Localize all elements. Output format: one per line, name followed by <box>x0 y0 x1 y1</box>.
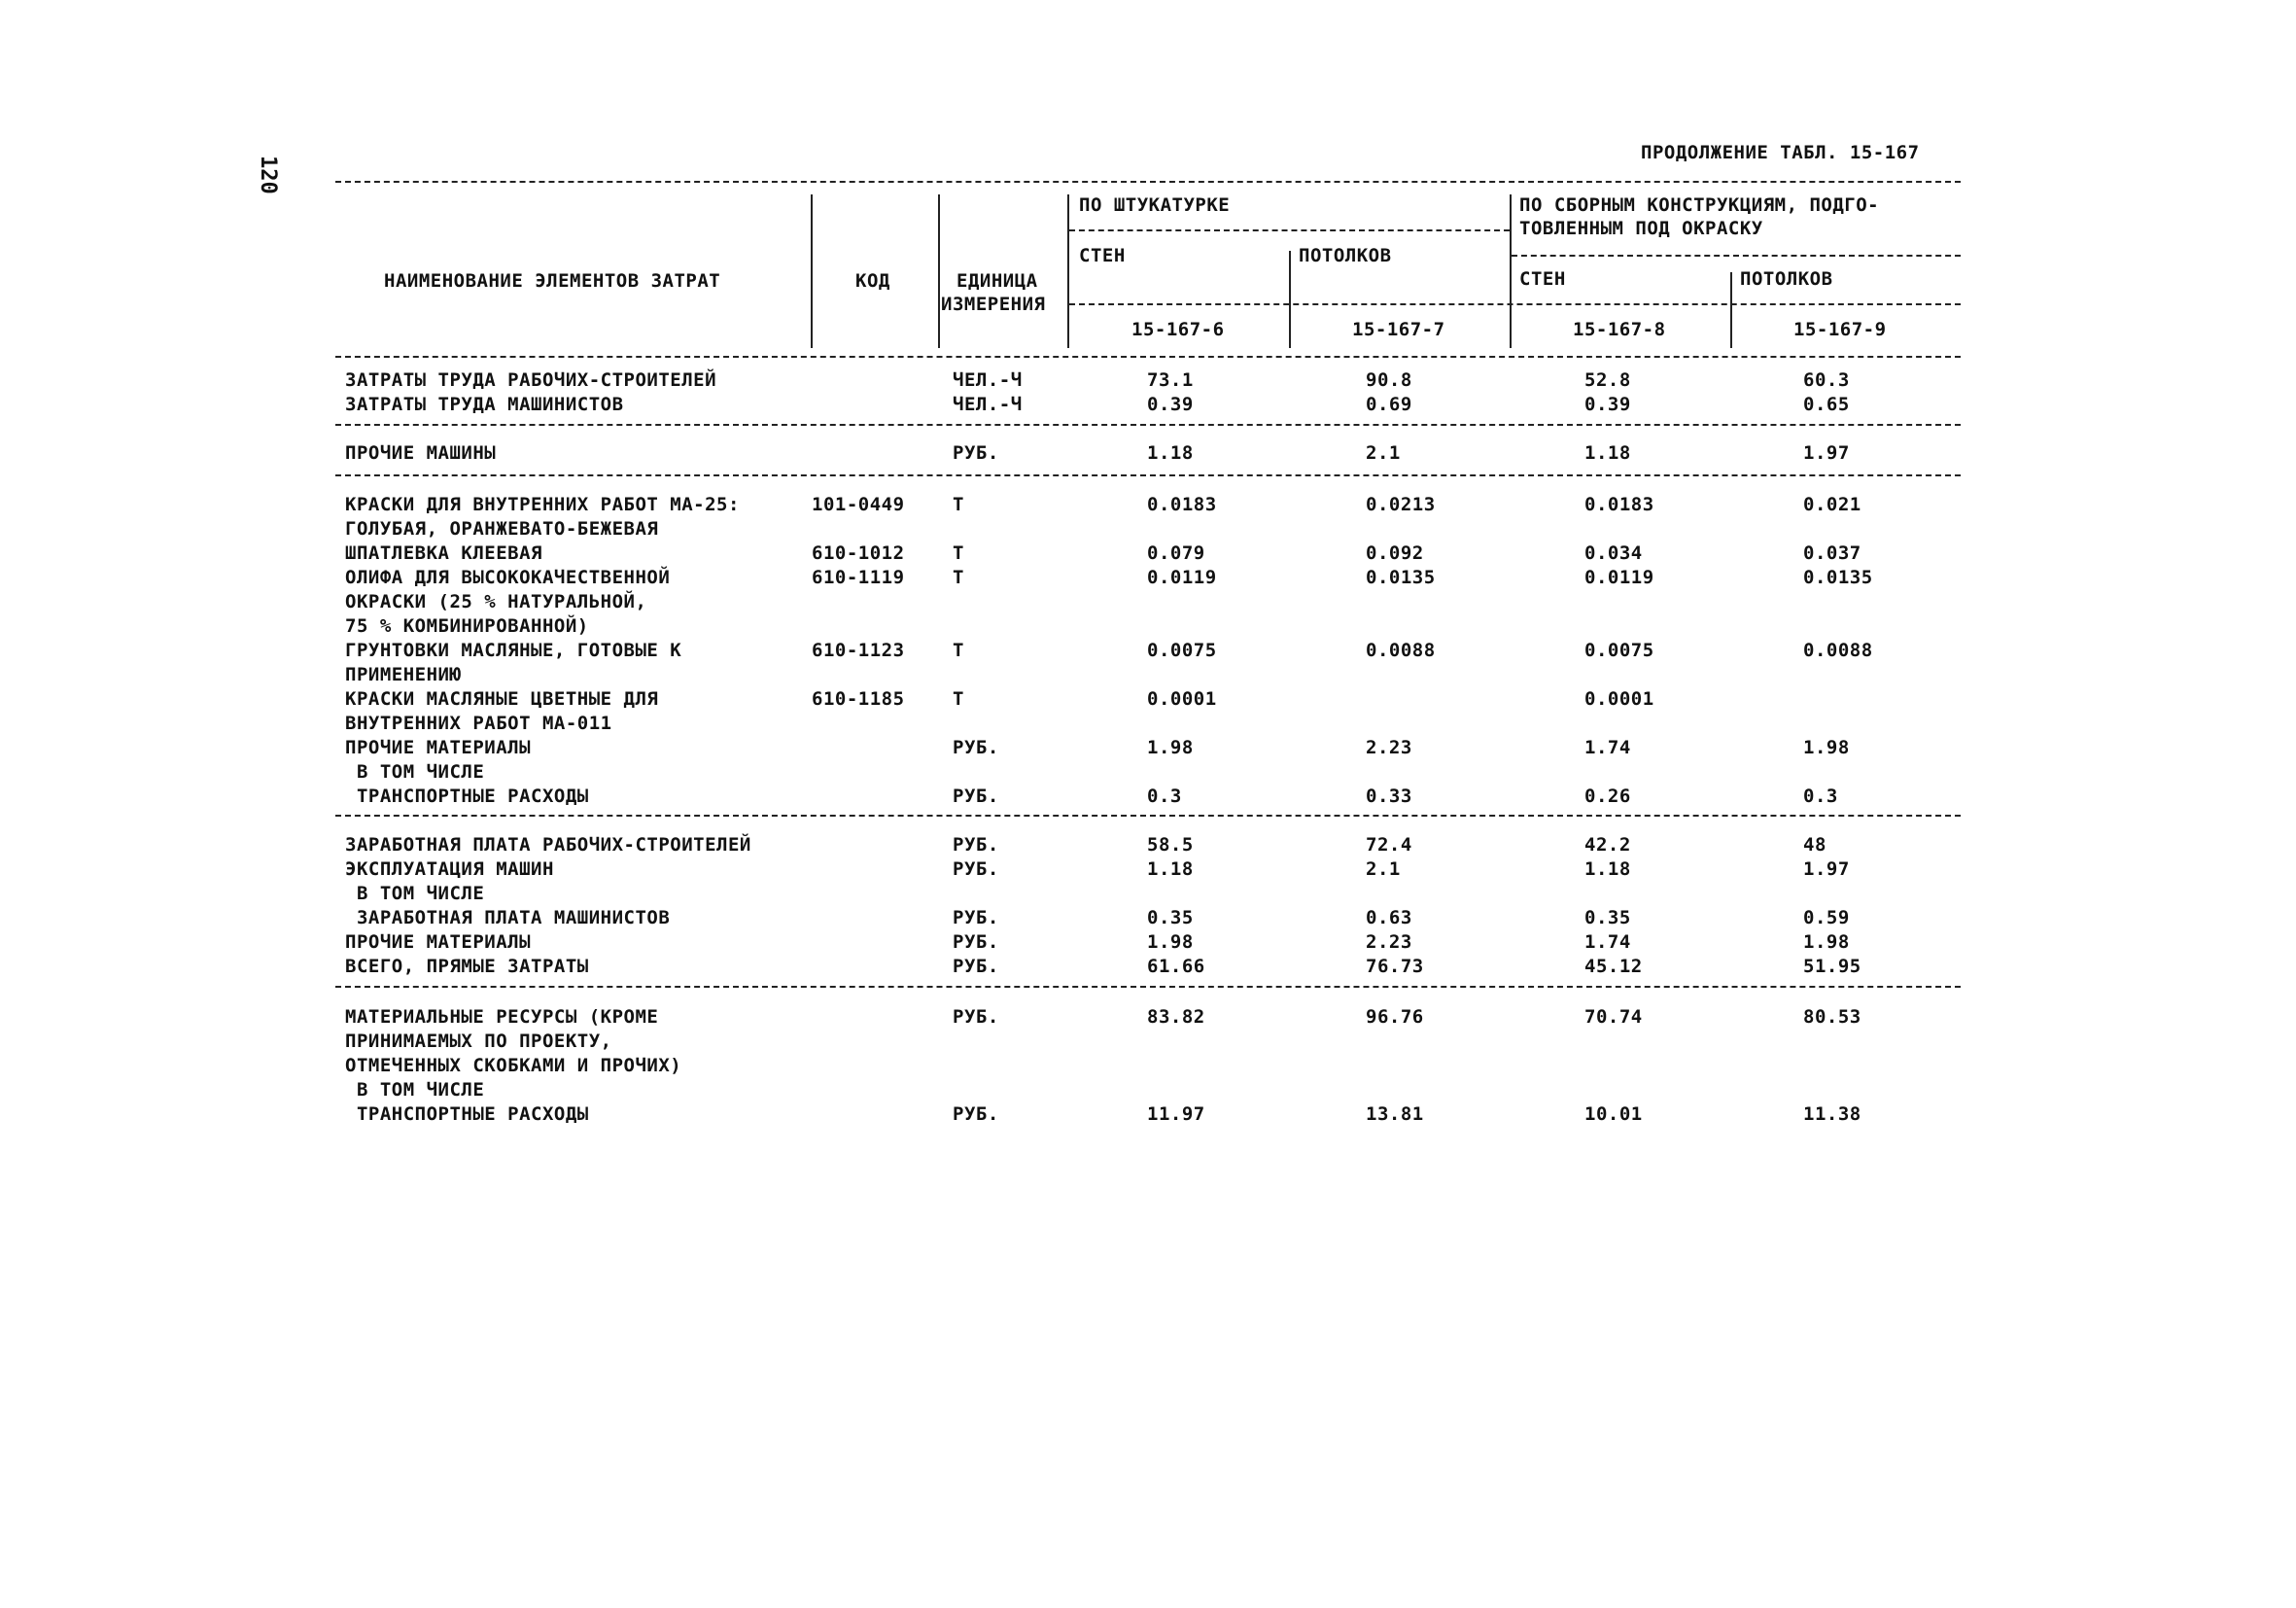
row-value: 0.0183 <box>1584 494 1654 515</box>
row-value: 0.0119 <box>1147 567 1217 588</box>
row-name: В ТОМ ЧИСЛЕ <box>345 761 485 783</box>
row-code: 610-1123 <box>812 640 905 661</box>
header-divider <box>938 194 940 348</box>
row-code: 101-0449 <box>812 494 905 515</box>
row-unit: РУБ. <box>953 931 999 953</box>
section-rule <box>335 815 1961 817</box>
header-walls-2: СТЕН <box>1519 268 1566 290</box>
row-value: 61.66 <box>1147 956 1205 977</box>
row-value: 1.98 <box>1803 737 1850 758</box>
row-value: 83.82 <box>1147 1006 1205 1028</box>
row-unit: РУБ. <box>953 1103 999 1125</box>
row-name: МАТЕРИАЛЬНЫЕ РЕСУРСЫ (КРОМЕ <box>345 1006 659 1028</box>
header-code-8: 15-167-8 <box>1573 319 1666 340</box>
row-value: 0.034 <box>1584 542 1643 564</box>
row-name: ПРОЧИЕ МАТЕРИАЛЫ <box>345 931 532 953</box>
row-name: ГРУНТОВКИ МАСЛЯНЫЕ, ГОТОВЫЕ К <box>345 640 682 661</box>
header-divider <box>1067 194 1069 348</box>
row-name: В ТОМ ЧИСЛЕ <box>345 883 485 904</box>
row-name: ОЛИФА ДЛЯ ВЫСОКОКАЧЕСТВЕННОЙ <box>345 567 671 588</box>
header-code-7: 15-167-7 <box>1352 319 1445 340</box>
row-name: КРАСКИ МАСЛЯНЫЕ ЦВЕТНЫЕ ДЛЯ <box>345 688 659 710</box>
row-value: 0.65 <box>1803 394 1850 415</box>
top-rule <box>335 181 1961 183</box>
row-value: 0.092 <box>1366 542 1424 564</box>
section-rule <box>335 424 1961 426</box>
row-name: ПРОЧИЕ МАШИНЫ <box>345 442 497 464</box>
row-value: 1.97 <box>1803 858 1850 880</box>
row-value: 0.35 <box>1147 907 1194 928</box>
row-value: 2.1 <box>1366 858 1401 880</box>
row-name: ТРАНСПОРТНЫЕ РАСХОДЫ <box>345 1103 589 1125</box>
header-rule <box>1512 255 1961 257</box>
table-caption: ПРОДОЛЖЕНИЕ ТАБЛ. 15-167 <box>1641 142 1920 163</box>
header-code-9: 15-167-9 <box>1793 319 1887 340</box>
row-unit: РУБ. <box>953 737 999 758</box>
row-value: 0.037 <box>1803 542 1861 564</box>
row-value: 2.1 <box>1366 442 1401 464</box>
section-rule <box>335 474 1961 476</box>
row-value: 45.12 <box>1584 956 1643 977</box>
header-code-6: 15-167-6 <box>1131 319 1225 340</box>
row-value: 0.0135 <box>1366 567 1436 588</box>
row-value: 0.26 <box>1584 786 1631 807</box>
header-group-plaster: ПО ШТУКАТУРКЕ <box>1079 194 1231 216</box>
section-rule <box>335 986 1961 988</box>
row-name: ВСЕГО, ПРЯМЫЕ ЗАТРАТЫ <box>345 956 589 977</box>
row-value: 11.38 <box>1803 1103 1861 1125</box>
row-name: ПРИМЕНЕНИЮ <box>345 664 462 685</box>
row-value: 0.0001 <box>1584 688 1654 710</box>
row-unit: РУБ. <box>953 907 999 928</box>
row-value: 0.63 <box>1366 907 1412 928</box>
row-value: 0.69 <box>1366 394 1412 415</box>
row-value: 0.39 <box>1584 394 1631 415</box>
row-name: ОТМЕЧЕННЫХ СКОБКАМИ И ПРОЧИХ) <box>345 1055 682 1076</box>
page-number: 120 <box>256 156 280 194</box>
header-group-assembled-2: ТОВЛЕННЫМ ПОД ОКРАСКУ <box>1519 218 1763 239</box>
header-divider <box>811 194 813 348</box>
row-name: ЭКСПЛУАТАЦИЯ МАШИН <box>345 858 554 880</box>
header-unit-2: ИЗМЕРЕНИЯ <box>941 294 1046 315</box>
header-group-assembled: ПО СБОРНЫМ КОНСТРУКЦИЯМ, ПОДГО- <box>1519 194 1880 216</box>
row-unit: Т <box>953 542 964 564</box>
header-divider <box>1510 194 1512 348</box>
row-name: ЗАТРАТЫ ТРУДА МАШИНИСТОВ <box>345 394 624 415</box>
row-name: ПРИНИМАЕМЫХ ПО ПРОЕКТУ, <box>345 1031 612 1052</box>
row-name: ГОЛУБАЯ, ОРАНЖЕВАТО-БЕЖЕВАЯ <box>345 518 659 540</box>
row-unit: РУБ. <box>953 834 999 856</box>
section-rule <box>335 356 1961 358</box>
row-value: 60.3 <box>1803 369 1850 391</box>
row-unit: РУБ. <box>953 786 999 807</box>
header-unit: ЕДИНИЦА <box>957 270 1038 292</box>
row-value: 2.23 <box>1366 931 1412 953</box>
row-value: 0.0183 <box>1147 494 1217 515</box>
row-unit: РУБ. <box>953 442 999 464</box>
row-value: 1.18 <box>1584 442 1631 464</box>
row-value: 73.1 <box>1147 369 1194 391</box>
row-value: 0.0075 <box>1147 640 1217 661</box>
row-value: 0.3 <box>1803 786 1838 807</box>
row-unit: РУБ. <box>953 858 999 880</box>
row-unit: Т <box>953 640 964 661</box>
row-unit: Т <box>953 567 964 588</box>
row-value: 76.73 <box>1366 956 1424 977</box>
row-unit: РУБ. <box>953 1006 999 1028</box>
row-value: 0.021 <box>1803 494 1861 515</box>
header-name: НАИМЕНОВАНИЕ ЭЛЕМЕНТОВ ЗАТРАТ <box>384 270 721 292</box>
header-divider <box>1289 251 1291 348</box>
row-value: 90.8 <box>1366 369 1412 391</box>
row-name: ЗАРАБОТНАЯ ПЛАТА РАБОЧИХ-СТРОИТЕЛЕЙ <box>345 834 751 856</box>
row-name: КРАСКИ ДЛЯ ВНУТРЕННИХ РАБОТ МА-25: <box>345 494 740 515</box>
row-unit: РУБ. <box>953 956 999 977</box>
row-name: ОКРАСКИ (25 % НАТУРАЛЬНОЙ, <box>345 591 647 612</box>
row-value: 1.74 <box>1584 737 1631 758</box>
header-rule <box>1069 229 1510 231</box>
row-name: 75 % КОМБИНИРОВАННОЙ) <box>345 615 589 637</box>
header-code: КОД <box>855 270 890 292</box>
header-divider <box>1730 272 1732 348</box>
row-value: 0.0001 <box>1147 688 1217 710</box>
row-name: В ТОМ ЧИСЛЕ <box>345 1079 485 1101</box>
row-value: 0.0075 <box>1584 640 1654 661</box>
row-value: 70.74 <box>1584 1006 1643 1028</box>
row-name: ЗАРАБОТНАЯ ПЛАТА МАШИНИСТОВ <box>345 907 671 928</box>
row-value: 0.3 <box>1147 786 1182 807</box>
row-value: 52.8 <box>1584 369 1631 391</box>
row-value: 80.53 <box>1803 1006 1861 1028</box>
row-value: 1.97 <box>1803 442 1850 464</box>
row-name: ШПАТЛЕВКА КЛЕЕВАЯ <box>345 542 542 564</box>
row-value: 2.23 <box>1366 737 1412 758</box>
row-value: 0.59 <box>1803 907 1850 928</box>
row-code: 610-1012 <box>812 542 905 564</box>
row-value: 72.4 <box>1366 834 1412 856</box>
row-value: 13.81 <box>1366 1103 1424 1125</box>
row-value: 1.18 <box>1147 858 1194 880</box>
row-value: 48 <box>1803 834 1826 856</box>
row-value: 1.18 <box>1584 858 1631 880</box>
header-ceil-1: ПОТОЛКОВ <box>1299 245 1392 266</box>
row-unit: ЧЕЛ.-Ч <box>953 369 1023 391</box>
row-name: ЗАТРАТЫ ТРУДА РАБОЧИХ-СТРОИТЕЛЕЙ <box>345 369 717 391</box>
row-value: 1.74 <box>1584 931 1631 953</box>
row-code: 610-1185 <box>812 688 905 710</box>
row-name: ВНУТРЕННИХ РАБОТ МА-011 <box>345 713 612 734</box>
row-value: 51.95 <box>1803 956 1861 977</box>
row-value: 0.0088 <box>1803 640 1873 661</box>
row-value: 1.18 <box>1147 442 1194 464</box>
row-value: 0.0135 <box>1803 567 1873 588</box>
row-code: 610-1119 <box>812 567 905 588</box>
row-value: 0.35 <box>1584 907 1631 928</box>
row-value: 10.01 <box>1584 1103 1643 1125</box>
row-value: 0.0213 <box>1366 494 1436 515</box>
row-value: 42.2 <box>1584 834 1631 856</box>
header-rule <box>1069 303 1961 305</box>
row-value: 0.33 <box>1366 786 1412 807</box>
row-name: ПРОЧИЕ МАТЕРИАЛЫ <box>345 737 532 758</box>
row-unit: ЧЕЛ.-Ч <box>953 394 1023 415</box>
row-name: ТРАНСПОРТНЫЕ РАСХОДЫ <box>345 786 589 807</box>
row-value: 0.079 <box>1147 542 1205 564</box>
row-value: 0.0088 <box>1366 640 1436 661</box>
row-value: 0.0119 <box>1584 567 1654 588</box>
row-value: 1.98 <box>1147 931 1194 953</box>
row-value: 11.97 <box>1147 1103 1205 1125</box>
row-value: 1.98 <box>1147 737 1194 758</box>
header-ceil-2: ПОТОЛКОВ <box>1740 268 1833 290</box>
header-walls-1: СТЕН <box>1079 245 1126 266</box>
row-value: 58.5 <box>1147 834 1194 856</box>
row-unit: Т <box>953 688 964 710</box>
row-unit: Т <box>953 494 964 515</box>
row-value: 96.76 <box>1366 1006 1424 1028</box>
row-value: 1.98 <box>1803 931 1850 953</box>
row-value: 0.39 <box>1147 394 1194 415</box>
